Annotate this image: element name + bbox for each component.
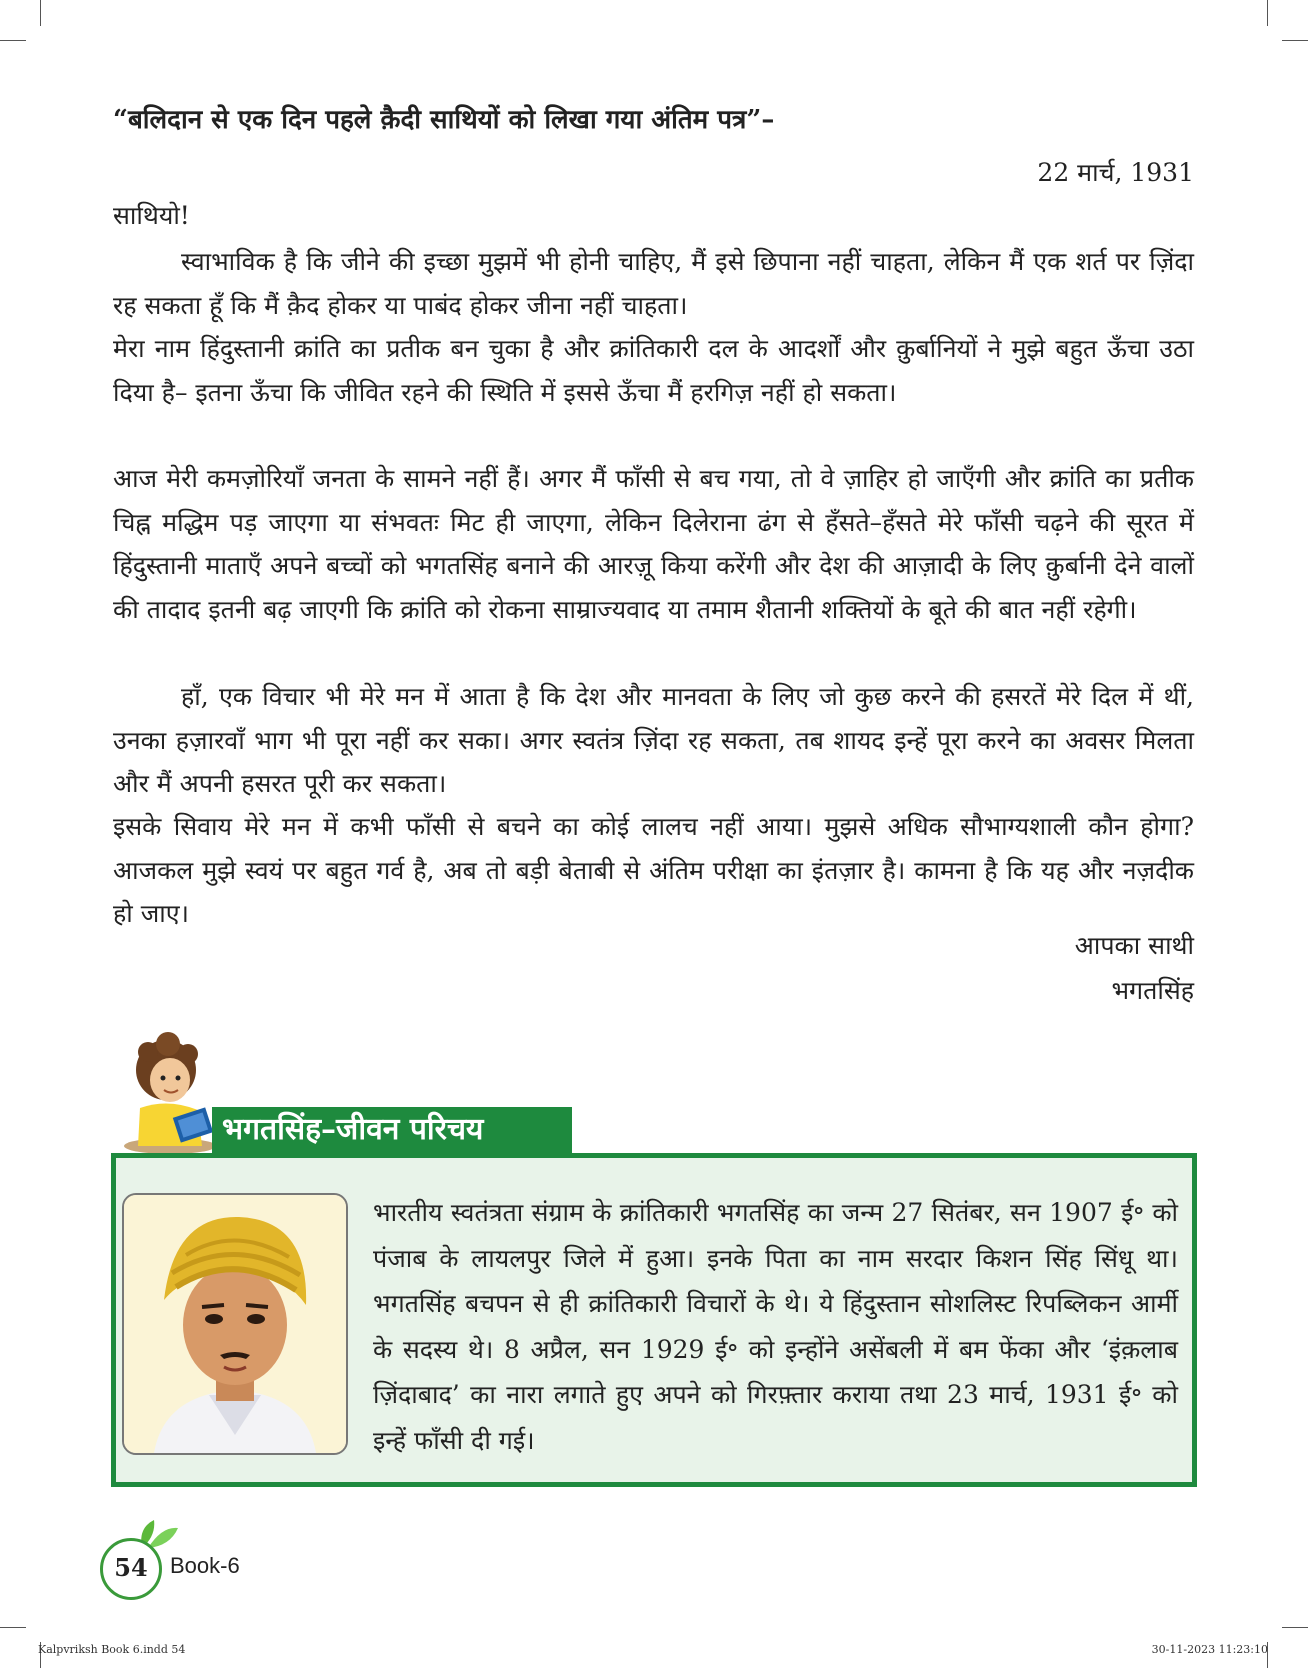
page-number: 54 <box>114 1553 148 1582</box>
letter-paragraph: स्वाभाविक है कि जीने की इच्छा मुझमें भी होनी चाहिए, मैं इसे छिपाना नहीं चाहता, लेकिन मैं एक शर्त पर ज़िंदा रह सकता हूँ कि मैं क़ैद होकर या पाबंद होकर जीना नहीं चाहता। <box>113 247 1194 320</box>
print-slug-timestamp: 30-11-2023 11:23:10 <box>1151 1643 1268 1656</box>
letter-paragraph: हाँ, एक विचार भी मेरे मन में आता है कि देश और मानवता के लिए जो कुछ करने की हसरतें मेरे दिल में थीं, उनका हज़ारवाँ भाग भी पूरा नहीं कर सका। अगर स्वतंत्र ज़िंदा रह सकता, तब शायद इन्हें पूरा करने का अवसर मिलता और मैं अपनी हसरत पूरी कर सकता। <box>113 682 1194 798</box>
print-slug-file: Kalpvriksh Book 6.indd 54 <box>38 1643 186 1656</box>
crop-mark <box>0 40 26 41</box>
letter-sign-off: आपका साथी <box>1074 931 1194 960</box>
bio-paragraph: भारतीय स्वतंत्रता संग्राम के क्रांतिकारी भगतसिंह का जन्म 27 सितंबर, सन 1907 ई॰ को पंजाब के लायलपुर जिले में हुआ। इनके पिता का नाम सरदार किशन सिंह सिंधू था। भगतसिंह बचपन से ही क्रांतिकारी विचारों के थे। ये हिंदुस्तान सोशलिस्ट रिपब्लिकन आर्मी के सदस्य थे। 8 अप्रैल, सन 1929 ई॰ को इन्होंने असेंबली में बम फेंका और ‘इंक़लाब ज़िंदाबाद’ का नारा लगाते हुए अपने को गिरफ़्तार कराया तथा 23 मार्च, 1931 ई॰ को इन्हें फाँसी दी गई। <box>373 1198 1178 1455</box>
letter-signature: भगतसिंह <box>1111 976 1194 1005</box>
book-label: Book-6 <box>170 1553 240 1578</box>
crop-mark <box>0 1627 26 1628</box>
crop-mark <box>1267 0 1268 26</box>
letter-date: 22 मार्च, 1931 <box>1037 158 1194 187</box>
crop-mark <box>1282 1627 1308 1628</box>
letter-title: “बलिदान से एक दिन पहले क़ैदी साथियों को लिखा गया अंतिम पत्र”– <box>113 105 775 135</box>
crop-mark <box>1282 40 1308 41</box>
child-reading-illustration <box>118 1030 226 1154</box>
letter-paragraph: मेरा नाम हिंदुस्तानी क्रांति का प्रतीक बन चुका है और क्रांतिकारी दल के आदर्शों और कु़र्बानियों ने मुझे बहुत ऊँचा उठा दिया है– इतना ऊँचा कि जीवित रहने की स्थिति में इससे ऊँचा मैं हरगिज़ नहीं हो सकता। <box>113 334 1194 407</box>
bio-section-heading: भगतसिंह–जीवन परिचय <box>212 1107 572 1153</box>
letter-paragraph: इसके सिवाय मेरे मन में कभी फाँसी से बचने का कोई लालच नहीं आया। मुझसे अधिक सौभाग्यशाली कौन होगा? आजकल मुझे स्वयं पर बहुत गर्व है, अब तो बड़ी बेताबी से अंतिम परीक्षा का इंतज़ार है। कामना है कि यह और नज़दीक हो जाए। <box>113 812 1194 928</box>
letter-salutation: साथियो! <box>113 201 190 230</box>
bhagat-singh-portrait <box>122 1193 348 1455</box>
letter-paragraph: आज मेरी कमज़ोरियाँ जनता के सामने नहीं हैं। अगर मैं फाँसी से बच गया, तो वे ज़ाहिर हो जाएँगी और क्रांति का प्रतीक चिह्न मद्धिम पड़ जाएगा या संभवतः मिट ही जाएगा, लेकिन दिलेराना ढंग से हँसते–हँसते मेरे फाँसी चढ़ने की सूरत में हिंदुस्तानी माताएँ अपने बच्चों को भगतसिंह बनाने की आरज़ू किया करेंगी और देश की आज़ादी के लिए कु़र्बानी देने वालों की तादाद इतनी बढ़ जाएगी कि क्रांति को रोकना साम्राज्यवाद या तमाम शैतानी शक्तियों के बूते की बात नहीं रहेगी। <box>113 464 1194 624</box>
crop-mark <box>40 0 41 26</box>
